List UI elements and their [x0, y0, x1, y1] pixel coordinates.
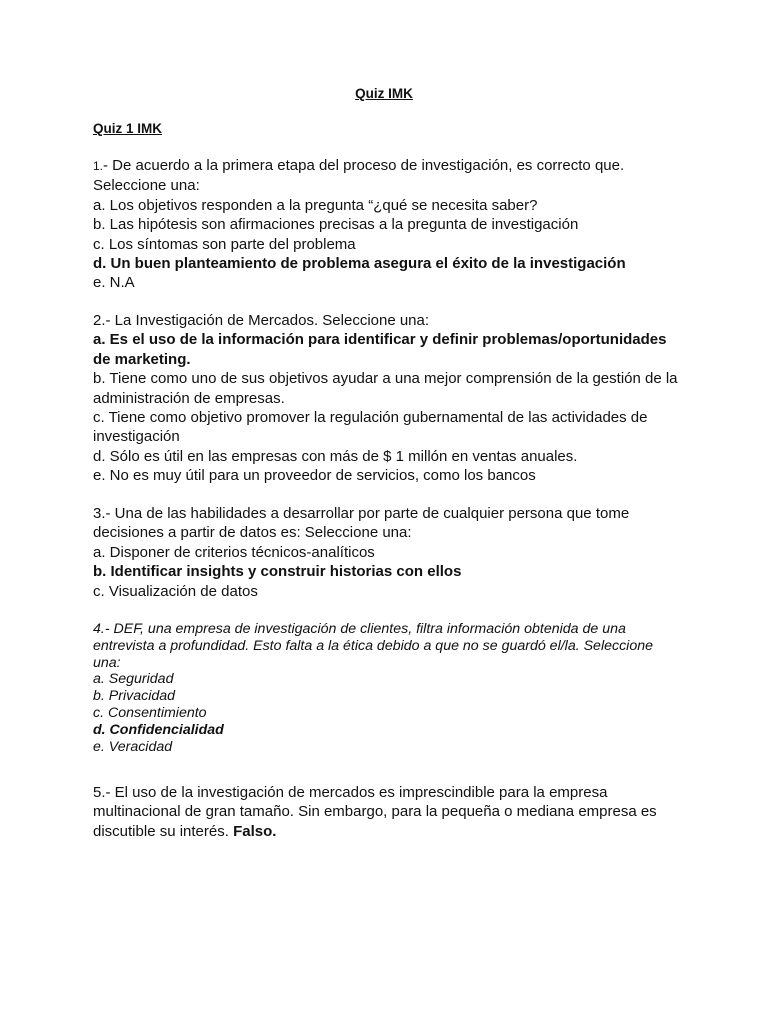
question-4	[93, 621, 683, 755]
question-2-option-e: e. No es muy útil para un proveedor de servicios, como los bancos	[93, 467, 536, 485]
question-1-option-b: b. Las hipótesis son afirmaciones precisas a la pregunta de investigación	[93, 216, 579, 234]
question-3-option-c: c. Visualización de datos	[93, 582, 258, 600]
question-3-option-a: a. Disponer de criterios técnicos-analíticos	[93, 543, 375, 561]
question-4-option-d-correct: d. Confidencialidad	[93, 721, 224, 738]
question-2-option-d: d. Sólo es útil en las empresas con más de $ 1 millón en ventas anuales.	[93, 447, 578, 465]
question-1	[93, 156, 683, 293]
question-5-text: 5.- El uso de la investigación de mercados es imprescindible para la empresa multinacional de gran tamaño. Sin embargo, para la pequeña o mediana empresa es discutible su interés.	[93, 784, 657, 840]
question-5-answer: Falso.	[233, 822, 277, 840]
question-1-number: 1.	[93, 159, 104, 173]
question-4-option-b: b. Privacidad	[93, 688, 176, 705]
question-2	[93, 311, 683, 486]
question-1-instruction: Seleccione una:	[93, 177, 200, 195]
question-5-statement	[93, 783, 683, 841]
quiz-heading: Quiz 1 IMK	[93, 121, 163, 136]
question-1-option-a: a. Los objetivos responden a la pregunta “¿qué se necesita saber?	[93, 196, 538, 214]
question-1-stem	[93, 156, 683, 176]
question-1-option-d-correct: d. Un buen planteamiento de problema asegura el éxito de la investigación	[93, 255, 626, 273]
question-3	[93, 504, 683, 601]
question-1-option-c: c. Los síntomas son parte del problema	[93, 235, 356, 253]
question-3-option-b-correct: b. Identificar insights y construir historias con ellos	[93, 563, 462, 581]
question-4-option-c: c. Consentimiento	[93, 704, 207, 721]
question-4-option-a: a. Seguridad	[93, 671, 174, 688]
question-2-option-a-correct: a. Es el uso de la información para identificar y definir problemas/oportunidades de marketing.	[93, 331, 667, 368]
question-5	[93, 783, 683, 841]
question-4-option-e: e. Veracidad	[93, 738, 173, 755]
question-2-stem: 2.- La Investigación de Mercados. Seleccione una:	[93, 312, 430, 329]
question-4-stem: 4.- DEF, una empresa de investigación de clientes, filtra información obtenida de una entrevista a profundidad. Esto falta a la ética debido a que no se guardó el/la. Seleccione una:	[93, 621, 653, 671]
question-2-option-b: b. Tiene como uno de sus objetivos ayudar a una mejor comprensión de la gestión de la administración de empresas.	[93, 370, 678, 407]
question-1-option-e: e. N.A	[93, 274, 135, 292]
document-title: Quiz IMK	[355, 86, 413, 101]
question-2-option-c: c. Tiene como objetivo promover la regulación gubernamental de las actividades de investigación	[93, 409, 648, 446]
question-1-text: - De acuerdo a la primera etapa del proceso de investigación, es correcto que.	[103, 157, 625, 174]
question-3-stem: 3.- Una de las habilidades a desarrollar por parte de cualquier persona que tome decisiones a partir de datos es: Seleccione una:	[93, 505, 630, 542]
